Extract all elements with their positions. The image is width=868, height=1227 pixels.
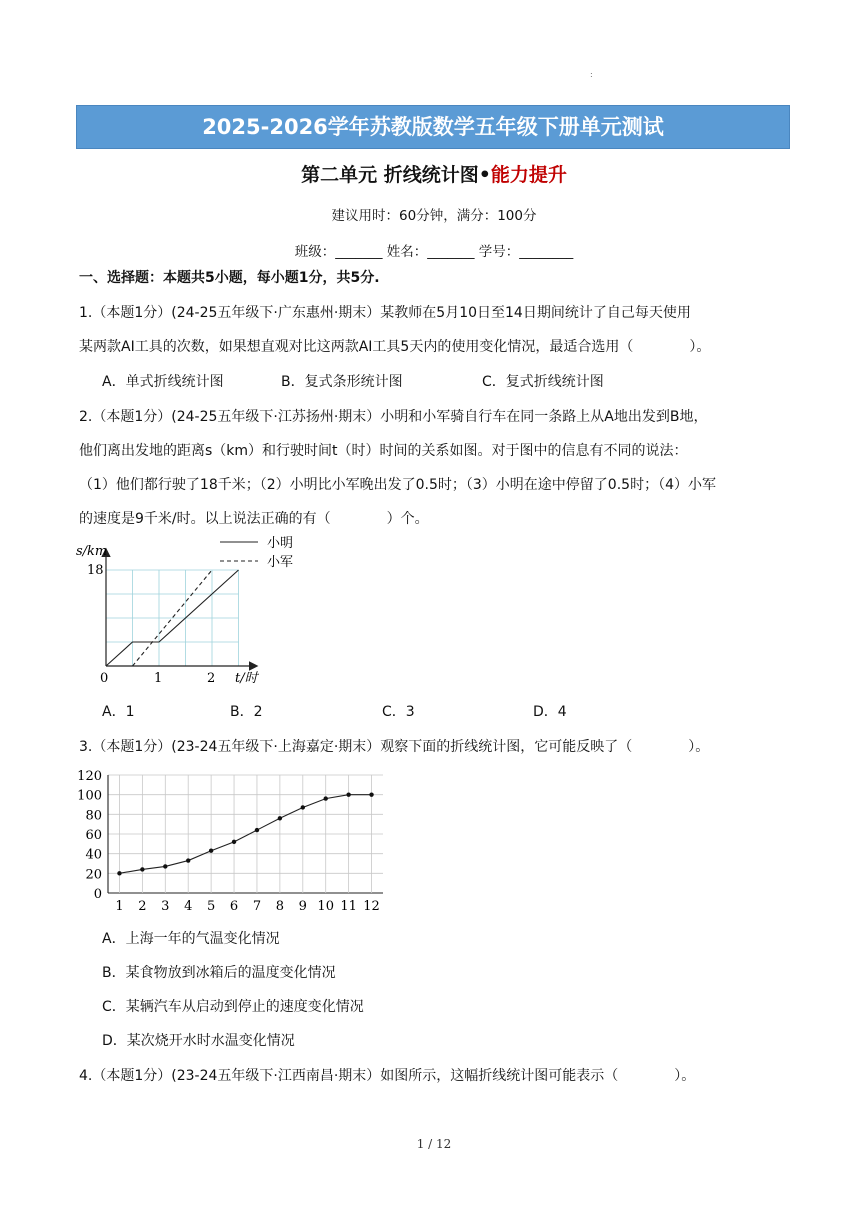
q2-line2: 他们离出发地的距离s（km）和行驶时间t（时）时间的关系如图。对于图中的信息有不同的说法： bbox=[79, 443, 688, 459]
q2-line3: （1）他们都行驶了18千米；（2）小明比小军晚出发了0.5时；（3）小明在途中停留了0.5时；（4）小军 bbox=[79, 477, 716, 493]
q2-option-c: C．3 bbox=[382, 704, 415, 720]
x-tick-0: 0 bbox=[100, 671, 109, 686]
x-tick-label: 11 bbox=[340, 899, 357, 914]
monthly-line-chart bbox=[75, 765, 390, 915]
y-tick-label: 80 bbox=[85, 808, 102, 824]
q3-option-a: A．上海一年的气温变化情况 bbox=[102, 931, 280, 947]
data-point bbox=[232, 840, 236, 844]
q4-line1: 4.（本题1分）(23-24五年级下·江西南昌·期末）如图所示，这幅折线统计图可能表示（ ）。 bbox=[79, 1068, 696, 1084]
y-axis-label: s/km bbox=[76, 544, 108, 559]
x-tick-label: 4 bbox=[184, 899, 193, 914]
data-point bbox=[369, 792, 373, 796]
page-number: 1 / 12 bbox=[416, 1137, 452, 1151]
y-tick-label: 120 bbox=[77, 769, 102, 784]
x-tick-label: 6 bbox=[229, 899, 239, 914]
data-point bbox=[163, 864, 167, 868]
section-heading: 一、选择题：本题共5小题，每小题1分，共5分. bbox=[79, 270, 380, 286]
data-point bbox=[255, 828, 259, 832]
distance-time-chart bbox=[70, 530, 310, 692]
q3-option-c: C．某辆汽车从启动到停止的速度变化情况 bbox=[102, 999, 364, 1015]
q3-option-b: B．某食物放到冰箱后的温度变化情况 bbox=[102, 965, 336, 981]
q1-option-b: B．复式条形统计图 bbox=[281, 374, 403, 390]
q1-line1: 1.（本题1分）(24-25五年级下·广东惠州·期末）某教师在5月10日至14日期间统计了自己每天使用 bbox=[79, 305, 691, 321]
y-tick-label: 40 bbox=[85, 847, 102, 863]
y-tick-label: 100 bbox=[77, 788, 102, 804]
page-title-banner: 2025-2026学年苏教版数学五年级下册单元测试 bbox=[76, 105, 790, 149]
x-tick-label: 10 bbox=[317, 899, 334, 914]
student-info: 班级：_______ 姓名：_______ 学号：________ bbox=[294, 244, 574, 260]
data-point bbox=[278, 816, 282, 820]
y-tick-label: 0 bbox=[93, 887, 102, 902]
data-point bbox=[186, 858, 190, 862]
q1-line2: 某两款AI工具的次数，如果想直观对比这两款AI工具5天内的使用变化情况，最适合选用（ ）。 bbox=[79, 339, 711, 355]
x-tick-2: 2 bbox=[207, 671, 216, 686]
q2-line4: 的速度是9千米/时。以上说法正确的有（ ）个。 bbox=[79, 511, 429, 527]
legend-label-xiaoming: 小明 bbox=[267, 536, 294, 551]
x-tick-label: 8 bbox=[275, 899, 285, 914]
x-axis-label: t/时 bbox=[235, 671, 258, 686]
q2-option-d: D．4 bbox=[533, 704, 567, 720]
q1-option-a: A．单式折线统计图 bbox=[102, 374, 224, 390]
time-info: 建议用时：60分钟，满分：100分 bbox=[331, 208, 537, 224]
q2-option-b: B．2 bbox=[230, 704, 263, 720]
subtitle-main: 第二单元 折线统计图• bbox=[301, 164, 491, 186]
legend-label-xiaojun: 小军 bbox=[267, 555, 294, 570]
subtitle-highlight: 能力提升 bbox=[490, 164, 567, 186]
data-point bbox=[209, 849, 213, 853]
x-tick-label: 3 bbox=[161, 899, 170, 914]
q3-line1: 3.（本题1分）(23-24五年级下·上海嘉定·期末）观察下面的折线统计图，它可能反映了（ ）。 bbox=[79, 739, 710, 755]
x-tick-1: 1 bbox=[154, 671, 163, 686]
data-point bbox=[301, 805, 305, 809]
x-tick-label: 5 bbox=[206, 899, 216, 914]
y-tick-label: 60 bbox=[85, 828, 102, 843]
q2-line1: 2.（本题1分）(24-25五年级下·江苏扬州·期末）小明和小军骑自行车在同一条路上从A地出发到B地， bbox=[79, 409, 708, 425]
q2-option-a: A．1 bbox=[102, 704, 135, 720]
q3-option-d: D．某次烧开水时水温变化情况 bbox=[102, 1033, 295, 1049]
x-tick-label: 9 bbox=[298, 899, 307, 914]
page-dots: : bbox=[590, 70, 593, 79]
y-tick-18: 18 bbox=[87, 563, 104, 578]
unit-subtitle bbox=[0, 160, 868, 187]
x-tick-label: 2 bbox=[138, 899, 147, 914]
data-point bbox=[140, 867, 144, 871]
x-tick-label: 1 bbox=[115, 899, 124, 914]
data-point bbox=[117, 871, 121, 875]
x-tick-label: 7 bbox=[252, 899, 262, 914]
y-tick-label: 20 bbox=[85, 867, 102, 883]
data-point bbox=[346, 792, 350, 796]
q1-option-c: C．复式折线统计图 bbox=[482, 374, 604, 390]
data-point bbox=[324, 796, 328, 800]
x-tick-label: 12 bbox=[363, 899, 380, 914]
